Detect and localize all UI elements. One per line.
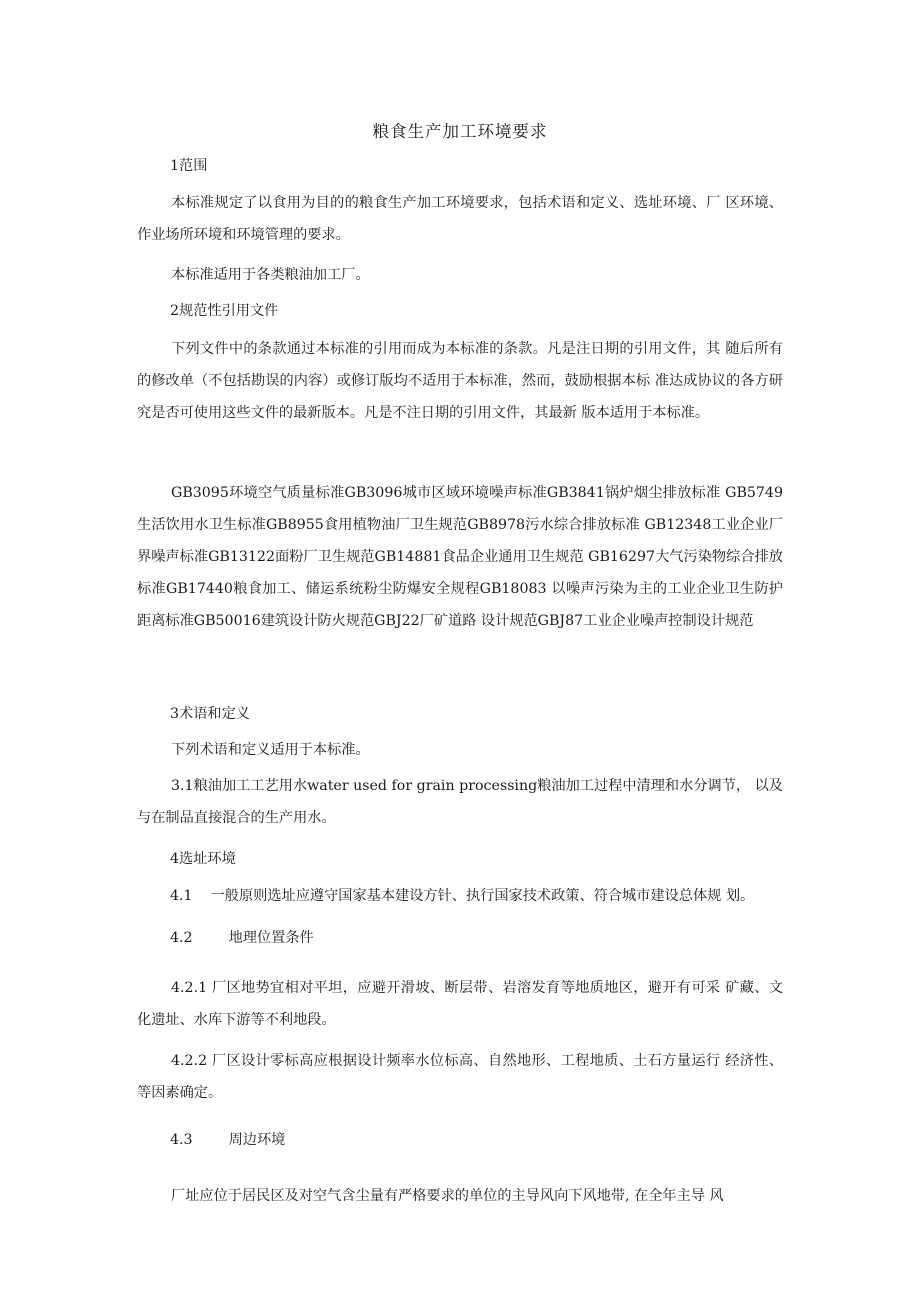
section-3-paragraph-1: 下列术语和定义适用于本标准。 [171,742,370,758]
section-4-2-1-paragraph: 4.2.1 厂区地势宜相对平坦，应避开滑坡、断层带、岩溶发育等地质地区，避开有可采 矿藏、文化遗址、水库下游等不利地段。 [137,980,783,1028]
section-1-paragraph-2: 本标准适用于各类粮油加工厂。 [171,267,370,283]
section-4-3-text: 周边环境 [228,1132,286,1148]
document-title: 粮食生产加工环境要求 [372,122,548,141]
section-4-3-number: 4.3 [170,1132,193,1148]
section-1-heading: 1范围 [170,158,208,174]
section-4-2-number: 4.2 [170,930,193,946]
section-4-3 [170,1124,285,1156]
section-4-2-text: 地理位置条件 [228,930,314,946]
section-4-2-2-paragraph: 4.2.2 厂区设计零标高应根据设计频率水位标高、自然地形、工程地质、土石方量运行 经济性、等因素确定。 [137,1053,783,1101]
section-2-paragraph-2: GB3095环境空气质量标准GB3096城市区域环境噪声标准GB3841锅炉烟尘排放标准 GB5749生活饮用水卫生标准GB8955食用植物油厂卫生规范GB8978污水综合排放标准 GB12348工业企业厂界噪声标准GB13122面粉厂卫生规范GB14881食品企业通用卫生规范 GB16297大气污染物综合排放标准GB17440粮食加工、储运系统粉尘防爆安全规程GB18083 以噪声污染为主的工业企业卫生防护距离标准GB50016建筑设计防火规范GBJ22厂矿道路 设计规范GBJ87工业企业噪声控制设计规范 [137,485,783,629]
section-4-1 [170,880,754,912]
section-3-heading: 3术语和定义 [170,706,250,722]
section-4-3-paragraph: 厂址应位于居民区及对空气含尘量有严格要求的单位的主导风向下风地带, 在全年主导 风 [171,1188,724,1204]
section-4-1-number: 4.1 [170,888,193,904]
section-4-heading: 4选址环境 [170,851,236,867]
section-4-1-text: 一般原则选址应遵守国家基本建设方针、执行国家技术政策、符合城市建设总体规 划。 [210,888,755,904]
section-3-paragraph-2: 3.1粮油加工工艺用水water used for grain processing粮油加工过程中清理和水分调节， 以及与在制品直接混合的生产用水。 [137,778,783,826]
section-4-2 [170,922,314,954]
section-1-paragraph-1: 本标准规定了以食用为目的的粮食生产加工环境要求，包括术语和定义、选址环境、厂 区环境、作业场所环境和环境管理的要求。 [137,195,783,243]
section-2-heading: 2规范性引用文件 [170,303,279,319]
section-2-paragraph-1: 下列文件中的条款通过本标准的引用而成为本标准的条款。凡是注日期的引用文件，其 随后所有的修改单（不包括勘误的内容）或修订版均不适用于本标准，然而，鼓励根据本标 准达成协议的各方研究是否可使用这些文件的最新版本。凡是不注日期的引用文件，其最新 版本适用于本标准。 [137,341,783,421]
